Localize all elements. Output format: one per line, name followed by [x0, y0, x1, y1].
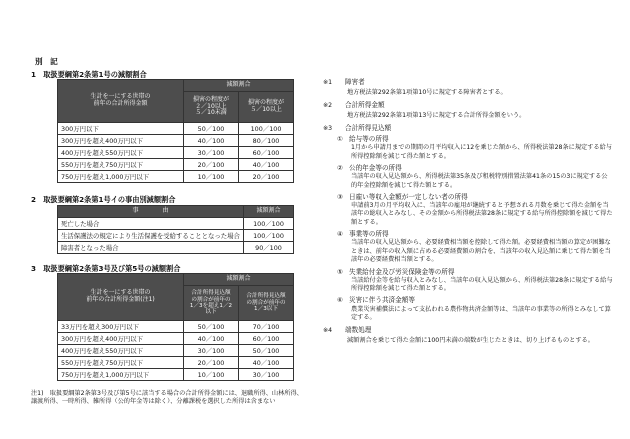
row-value: 40／100 [184, 333, 239, 345]
s1-header-col1: 損害の程度が ２／10以上 ５／10未満 [184, 92, 239, 123]
item-body: 申請前3月の月平均収入に、当該年の雇用が継続すると予想される月数を乗じて得た金額を当該年の総収入とみなし、その金額から所得税法第28条に規定する給与所得控除額を減じて得た額とする。 [351, 202, 613, 226]
item-number: ④ [337, 230, 343, 239]
s1-header-group: 減額割合 [184, 80, 294, 92]
table-row [58, 135, 294, 147]
row-value: 100／100 [244, 218, 294, 230]
notes-column [323, 78, 613, 346]
note-mark: ※1 [323, 79, 333, 86]
row-value: 20／100 [239, 171, 294, 183]
section1-title: 1 取扱要綱第2条第1号の減額割合 [31, 70, 147, 79]
item-number: ⑤ [337, 267, 343, 276]
note-mark: ※4 [323, 327, 333, 335]
row-label: 300万円以下 [58, 123, 184, 135]
s1-header-col2: 損害の程度が ５／10以上 [239, 92, 294, 123]
s3-header-group: 減額割合 [184, 274, 294, 286]
page-title: 別 記 [35, 57, 58, 66]
s2-header-col1: 事 由 [58, 206, 244, 218]
list-item [337, 164, 613, 190]
row-label: 障害者となった場合 [58, 242, 244, 254]
row-value: 30／100 [184, 345, 239, 357]
list-item [337, 135, 613, 161]
section1-table [57, 79, 294, 183]
row-value: 30／100 [184, 147, 239, 159]
item-number: ② [337, 163, 343, 172]
s1-header-main: 生計を一にする世帯の 前年の合計所得金額 [58, 80, 184, 123]
item-body: 1月から申請月までの期間の月平均収入に12を乗じた額から、所得税法第28条に規定する給与所得控除額を減じて得た額とする。 [351, 144, 612, 160]
footnote-1: 注1) 取扱要綱第2条第3号及び第5号に該当する場合の合計所得金額には、退職所得、山林所得、譲渡所得、一時所得、雑所得（公的年金等は除く）、分離課税を選択した所得は含まない [31, 390, 303, 405]
row-label: 300万円を超え400万円以下 [58, 333, 184, 345]
row-value: 10／100 [184, 171, 239, 183]
section2-title: 2 取扱要綱第2条第1号イの事由別減額割合 [31, 195, 176, 204]
list-item [337, 230, 613, 264]
s2-header-col2: 減額割合 [244, 206, 294, 218]
table-row [58, 321, 294, 333]
row-value: 80／100 [239, 135, 294, 147]
note-title: 障害者 [345, 78, 365, 86]
item-title: 給与等の所得 [349, 134, 389, 143]
row-label: 死亡した場合 [58, 218, 244, 230]
row-value: 50／100 [239, 345, 294, 357]
table-row [58, 357, 294, 369]
note-mark: ※3 [323, 125, 333, 133]
row-value: 60／100 [239, 333, 294, 345]
list-item [337, 296, 613, 322]
section3-title: 3 取扱要綱第2条第3号及び第5号の減額割合 [31, 264, 181, 273]
row-value: 30／100 [239, 369, 294, 381]
item-body: 農業災害補償法によって支払われる農作物共済金額等は、当該年の事業等の所得とみなして算定する。 [351, 305, 611, 322]
row-label: 750万円を超え1,000万円以下 [58, 171, 184, 183]
table-row [58, 369, 294, 381]
row-value: 100／100 [239, 123, 294, 135]
item-title: 災害に伴う共済金額等 [349, 296, 415, 305]
note-body: 地方税法第292条第1項第10号に規定する障害者とする。 [347, 88, 507, 96]
row-value: 100／100 [244, 230, 294, 242]
row-label: 400万円を超え550万円以下 [58, 345, 184, 357]
s3-header-col2: 合計所得見込額 の割合が前年の 1／3以下 [239, 286, 294, 321]
row-label: 生活保護法の規定により生活保護を受給することとなった場合 [58, 230, 244, 242]
table-row [58, 230, 294, 242]
table-row [58, 333, 294, 345]
row-value: 40／100 [239, 357, 294, 369]
row-value: 60／100 [239, 147, 294, 159]
note-body: 地方税法第292条第1項第13号に規定する合計所得金額をいう。 [347, 111, 526, 119]
item-number: ③ [337, 192, 343, 201]
item-title: 日雇い等収入金額が一定しない者の所得 [349, 192, 468, 201]
row-label: 550万円を超え750万円以下 [58, 159, 184, 171]
table-row [58, 147, 294, 159]
row-value: 40／100 [184, 135, 239, 147]
item-body: 当該年の収入見込額から、所得税法第35条及び租税特別措置法第41条の15の3に規定する公的年金控除額を減じて得た額とする。 [351, 173, 608, 189]
row-value: 20／100 [184, 159, 239, 171]
item-number: ① [337, 134, 343, 143]
s3-header-col1: 合計所得見込額 の割合が前年の 1／3を超え1／2 以下 [184, 286, 239, 321]
note-title: 合計所得見込額 [345, 124, 392, 133]
table-row [58, 171, 294, 183]
row-value: 70／100 [239, 321, 294, 333]
table-row [58, 242, 294, 254]
item-title: 事業等の所得 [349, 230, 389, 239]
note-mark: ※2 [323, 102, 333, 110]
row-label: 33万円を超え300万円以下 [58, 321, 184, 333]
item-body: 当該給付金等を給与収入とみなし、当該年の収入見込額から、所得税法第28条に規定する給与所得控除額を減じて得た額とする。 [351, 276, 613, 293]
item-number: ⑥ [337, 296, 343, 305]
section2-table [57, 205, 294, 254]
item-title: 失業給付金及び労災保険金等の所得 [349, 267, 455, 276]
row-value: 50／100 [184, 123, 239, 135]
note-title: 合計所得金額 [345, 101, 385, 110]
item-body: 当該年の収入見込額から、必要経費相当額を控除して得た額。必要経費相当額の算定が困難なときは、前年の収入額に占める必要経費額の割合を、当該年の収入見込額に乗じて得た額を当該年の必要経費相当額とする。 [351, 239, 611, 264]
row-value: 40／100 [239, 159, 294, 171]
list-item [337, 193, 613, 227]
s3-header-main: 生計を一にする世帯の 前年の合計所得金額(注1) [58, 274, 184, 321]
row-value: 90／100 [244, 242, 294, 254]
row-label: 300万円を超え400万円以下 [58, 135, 184, 147]
section3-table [57, 273, 294, 381]
row-value: 50／100 [184, 321, 239, 333]
table-row [58, 123, 294, 135]
list-item [337, 268, 613, 294]
row-value: 10／100 [184, 369, 239, 381]
row-label: 750万円を超え1,000万円以下 [58, 369, 184, 381]
row-label: 400万円を超え550万円以下 [58, 147, 184, 159]
note-body: 減額割合を乗じて得た金額に100円未満の端数が生じたときは、切り上げるものとする。 [347, 337, 594, 345]
table-row [58, 159, 294, 171]
item-title: 公的年金等の所得 [349, 163, 402, 172]
note-title: 端数処理 [345, 326, 372, 335]
table-row [58, 218, 294, 230]
row-value: 20／100 [184, 357, 239, 369]
row-label: 550万円を超え750万円以下 [58, 357, 184, 369]
table-row [58, 345, 294, 357]
